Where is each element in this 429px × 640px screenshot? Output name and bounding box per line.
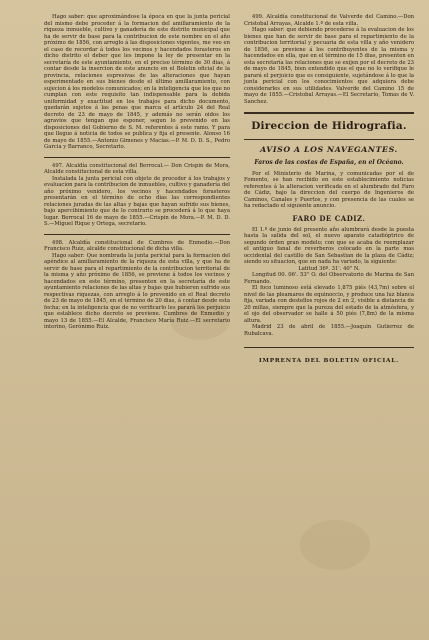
faros-subtitle: Faros de las costas de España, en el Océano.	[254, 159, 404, 166]
notice-497-body: Instalada la junta pericial con objeto de proceder á los trabajos y evaluacion para la contribucion de inmuebles, cultivo y ganadería del año próximo venidero, los vecinos y hacendados forasteros presentarán en el término de ocho dias las correspondientes relaciones juradas de las altas y bajas que hayan sufrido sus bienes, bajo apercibimiento que de lo contrario se procederá á lo que haya lugar. Berrocal 16 de mayo de 1855.—Crispin de Mora.—P. M. D. D. S.—Miguel Rique y Ortega, secretario.	[44, 175, 230, 227]
latitude: Latitud 36º. 31'. 40" N.	[298, 265, 360, 272]
faro-date: Madrid 23 de abril de 1855.—Joaquin Gutierrez de Rubalcava.	[244, 324, 414, 337]
left-column	[44, 14, 230, 331]
aviso-title: AVISO A LOS NAVEGANTES.	[260, 145, 398, 154]
double-divider	[244, 112, 414, 114]
footer-imprint: IMPRENTA DEL BOLETIN OFICIAL.	[259, 358, 399, 364]
faro-body-1: El 1.º de junio del presente año alumbrará desde la puesta hasta la salida del sol, el nuevo aparato catadióptrico de segundo órden gran modelo; con que se acaba de reemplazar el antiguo fanal de reverberos colocado en la parte mas occidental del castillo de San Sebastian de la plaza de Cádiz; siendo su situacion, que en nada ha variado, la siguiente:	[244, 226, 414, 265]
divider	[44, 157, 230, 158]
notice-497-header: 497. Alcaldía constitucional del Berrocal.— Don Crispin de Mora, Alcalde constitucional de esta villa.	[44, 162, 230, 175]
notice-498-header: 498. Alcaldía constitucional de Cumbres de Enmedio.—Don Francisco Ruiz, alcalde constitucional de dicha villa.	[44, 239, 230, 252]
notice-499-body: Hago saber: que debiendo procederse á la evaluacion de los bienes que han de servir de base para el repartimiento de la contribucion territorial y pecuaria de esta villa y año venidero de 1856, se previene á los contribuyentes de la misma y hacendados en ella, que en el término de 15 dias, presenten en esta secretaría las relaciones que se exijen por el decreto de 23 de mayo de 1845, bien entendido que el que no lo verifique le parará el perjuicio que es consiguiente, sujetándose á lo que la junta pericial con los conocimientos que adquiera debe considerarles en sus utilidades. Valverde del Camino 15 de mayo de 1855.—Cristobal Arrayas.—El Secretario, Tomas de V. Sanchez.	[244, 27, 414, 105]
faro-body-2: El foco luminoso está elevado 1,875 piés (43,7m) sobre el nivel de las pleamares de equinoccio, y produce una luz blanca fija, variada con destellos rojos de 2 en 2, visible a distancia de 20 millas, siempre que la pureza del estado de la atmósfera, y el ojo del observador se halle á 50 piés (7,8m) de la misma altura.	[244, 285, 414, 324]
faros-intro: Por el Ministerio de Marina, y comunicadas por el de Fomento, se han recibido en este establecimiento noticias referentes á la alteracion verificada en el alumbrado del Faro de Cádiz, bajo la direccion del cuerpo de Ingenieros de Caminos, Canales y Puertos, y con presencia de las cuales se ha redactado el siguiente anuncio.	[244, 170, 414, 209]
notice-499-header: 499. Alcaldía constitucional de Valverde del Camino.—Don Cristobal Arrayas, Alcalde 1.º de esta villa.	[244, 14, 414, 27]
longitude: Longitud 00. 06'. 53" O. del Observatorio de Marina de San Fernando.	[244, 272, 414, 285]
divider	[244, 139, 414, 140]
divider	[244, 347, 414, 348]
faro-cadiz-title: FARO DE CADIZ.	[292, 213, 366, 223]
intro-paragraph: Hago saber: que aproximándose la época en que la junta pericial del mismo debe proceder á la formacion del amillaramiento de la riqueza inmueble, cultivo y ganadería de este distrito municipal que ha de servir de base para la contribucion de este nombre en el año próximo de 1856, con arreglo á las disposiciones vigentes, me veo en el caso de recordar á todos los vecinos y hacendados forasteros en dicho distrito el deber que les impone la ley de presentar en la secretaría de este ayuntamiento, en el preciso término de 30 dias, á contar desde la insercion de este anuncio en el Boletin oficial de la provincia, relaciones espresivas de las alteraciones que hayan esperimentado en sus bienes desde el último amillaramiento, con sujecion á los modelos comunicados; en la inteligencia que los que no cumplan con este requisito tan indispensable para la debida uniformidad y exactitud en los trabajos para dicho documento, quedarán sujetos á las penas que marca el artículo 24 del Real decreto de 23 de mayo de 1845, y además no serán oidos los agravios que tengan que esponer, segun lo prevenido en las disposiciones del Gobierno de S. M. referentes á este ramo. Y para que llegue á noticia de todos se publica y fija el presente. Alonso 16 de mayo de 1855.—Antonio Gimenes y Macias.—P. M. D. D. S., Pedro Garcia y Barranco, Secretario.	[44, 14, 231, 150]
notice-498-body: Hago saber: Que nombrada la junta pericial para la formacion del apéndice al amillaramiento de la riqueza de esta villa, y que ha de servir de base para el repartimiento de la contribucion territorial de la misma y año próximo de 1856, se previene á todos los vecinos y hacendados en este término, presenten en la secretaría de este ayuntamiento relaciones de las altas y bajas que hubieren sufrido sus respectivas riquezas, con arreglo á lo prevenido en el Real decreto de 23 de mayo de 1845, en el término de 20 dias, á contar desde esta fecha; en la inteligencia que de no verificarlo les parará los perjuicio que establece dicho decreto se previene. Cumbres de Enmedio y mayo 13 de 1855.—El Alcalde, Francisco María Ruiz.—El secretario interino, Gerónimo Ruiz.	[44, 252, 230, 330]
right-column	[244, 14, 414, 365]
divider	[44, 234, 230, 235]
direccion-title: Direccion de Hidrografia.	[251, 120, 407, 132]
